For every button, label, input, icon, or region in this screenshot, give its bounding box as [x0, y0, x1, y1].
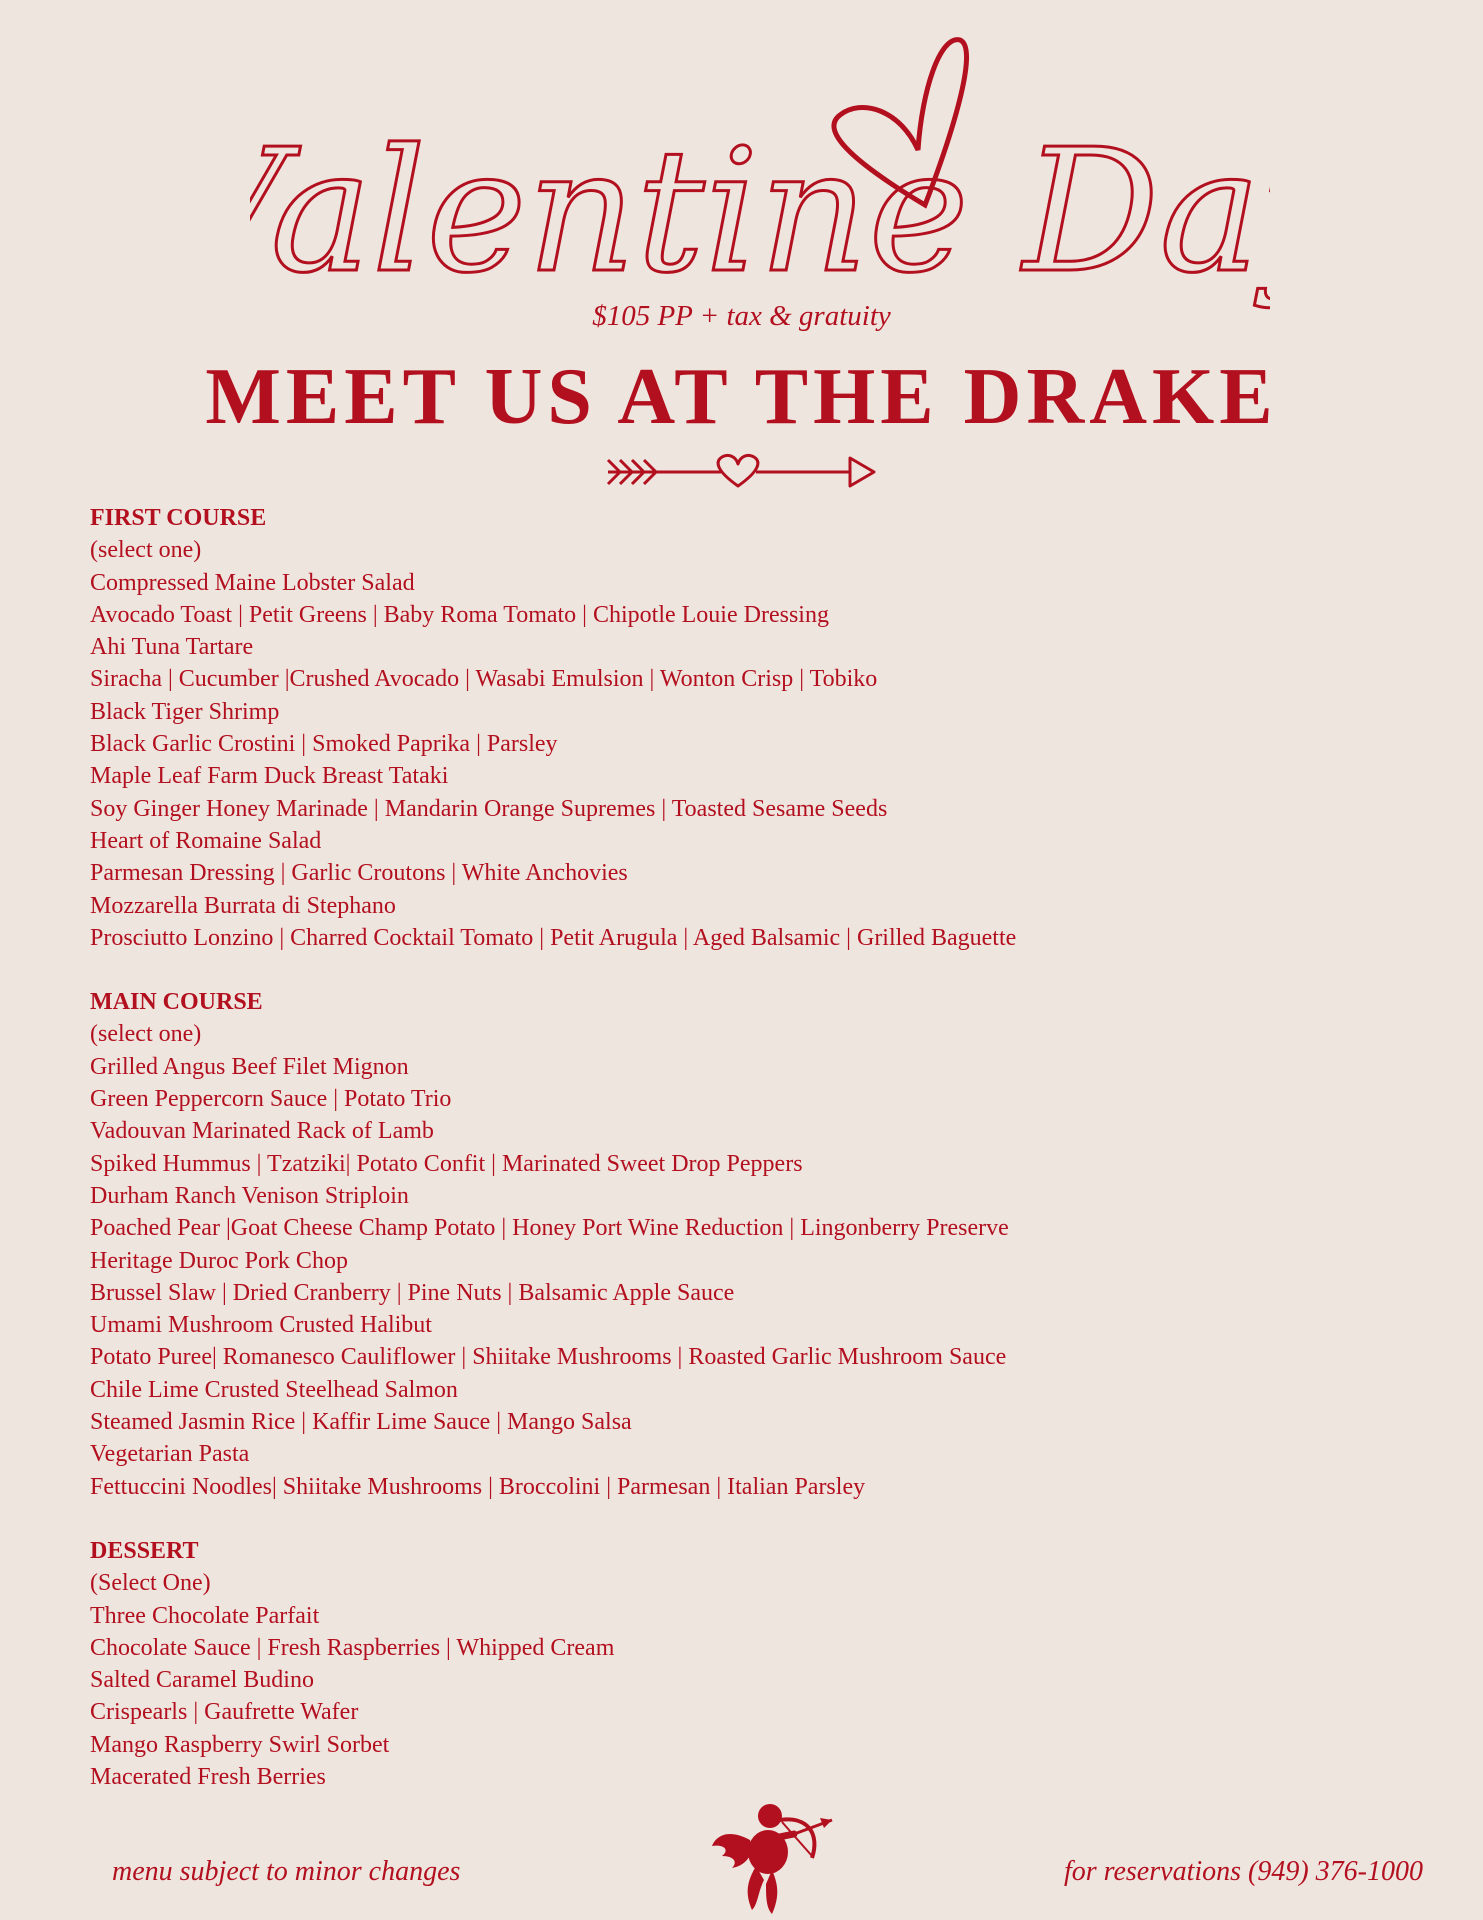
menu-line: Mango Raspberry Swirl Sorbet — [90, 1731, 390, 1758]
menu-line: Macerated Fresh Berries — [90, 1763, 326, 1790]
menu-line: Chile Lime Crusted Steelhead Salmon — [90, 1376, 458, 1403]
menu-line: Salted Caramel Budino — [90, 1667, 314, 1694]
cupid-icon — [708, 1800, 838, 1920]
first-course-section — [90, 502, 1290, 954]
footer-note: menu subject to minor changes — [112, 1856, 461, 1887]
section-heading: MAIN COURSE — [90, 989, 263, 1016]
menu-line: Chocolate Sauce | Fresh Raspberries | Whipped Cream — [90, 1634, 615, 1661]
menu-line: Prosciutto Lonzino | Charred Cocktail Tomato | Petit Arugula | Aged Balsamic | Grilled Baguette — [90, 924, 1017, 951]
main-course-section — [90, 986, 1290, 1503]
section-note: (select one) — [90, 1021, 202, 1048]
menu-line: Heart of Romaine Salad — [90, 827, 322, 854]
menu-line: Fettuccini Noodles| Shiitake Mushrooms | Broccolini | Parmesan | Italian Parsley — [90, 1473, 866, 1500]
menu-line: Soy Ginger Honey Marinade | Mandarin Orange Supremes | Toasted Sesame Seeds — [90, 795, 888, 822]
menu-line: Vegetarian Pasta — [90, 1441, 250, 1468]
menu-line: Siracha | Cucumber |Crushed Avocado | Wasabi Emulsion | Wonton Crisp | Tobiko — [90, 666, 878, 693]
menu-line: Durham Ranch Venison Striploin — [90, 1182, 409, 1209]
menu-line: Black Garlic Crostini | Smoked Paprika | Parsley — [90, 731, 558, 758]
menu-line: Mozzarella Burrata di Stephano — [90, 892, 396, 919]
menu-line: Grilled Angus Beef Filet Mignon — [90, 1053, 409, 1080]
menu-line: Poached Pear |Goat Cheese Champ Potato | Honey Port Wine Reduction | Lingonberry Preserve — [90, 1215, 1009, 1242]
menu-line: Black Tiger Shrimp — [90, 698, 280, 725]
section-note: (select one) — [90, 537, 202, 564]
menu-line: Avocado Toast | Petit Greens | Baby Roma Tomato | Chipotle Louie Dressing — [90, 601, 829, 628]
menu-line: Spiked Hummus | Tzatziki| Potato Confit | Marinated Sweet Drop Peppers — [90, 1150, 803, 1177]
menu-line: Brussel Slaw | Dried Cranberry | Pine Nuts | Balsamic Apple Sauce — [90, 1279, 735, 1306]
menu-line: Green Peppercorn Sauce | Potato Trio — [90, 1086, 452, 1113]
headline: MEET US AT THE DRAKE — [205, 353, 1278, 441]
menu-line: Potato Puree| Romanesco Cauliflower | Shiitake Mushrooms | Roasted Garlic Mushroom Sauce — [90, 1344, 1007, 1371]
menu-line: Steamed Jasmin Rice | Kaffir Lime Sauce | Mango Salsa — [90, 1409, 632, 1436]
dessert-section — [90, 1535, 1290, 1793]
script-title-text: alentine Da — [270, 113, 1261, 311]
menu-line: Crispearls | Gaufrette Wafer — [90, 1699, 359, 1726]
menu-line: Ahi Tuna Tartare — [90, 634, 254, 661]
section-note: (Select One) — [90, 1570, 211, 1597]
reservations-phone: for reservations (949) 376-1000 — [1063, 1856, 1423, 1887]
menu-line: Compressed Maine Lobster Salad — [90, 569, 415, 596]
menu-line: Three Chocolate Parfait — [90, 1602, 320, 1629]
menu — [90, 502, 1290, 1825]
price-line: $105 PP + tax & gratuity — [592, 300, 891, 332]
section-heading: FIRST COURSE — [90, 505, 267, 531]
menu-line: Parmesan Dressing | Garlic Croutons | White Anchovies — [90, 860, 628, 887]
menu-line: Maple Leaf Farm Duck Breast Tataki — [90, 763, 449, 790]
menu-line: Umami Mushroom Crusted Halibut — [90, 1312, 432, 1339]
arrow-heart-icon — [606, 452, 878, 492]
section-heading: DESSERT — [90, 1537, 199, 1564]
menu-line: Vadouvan Marinated Rack of Lamb — [90, 1118, 434, 1145]
menu-line: Heritage Duroc Pork Chop — [90, 1247, 348, 1274]
